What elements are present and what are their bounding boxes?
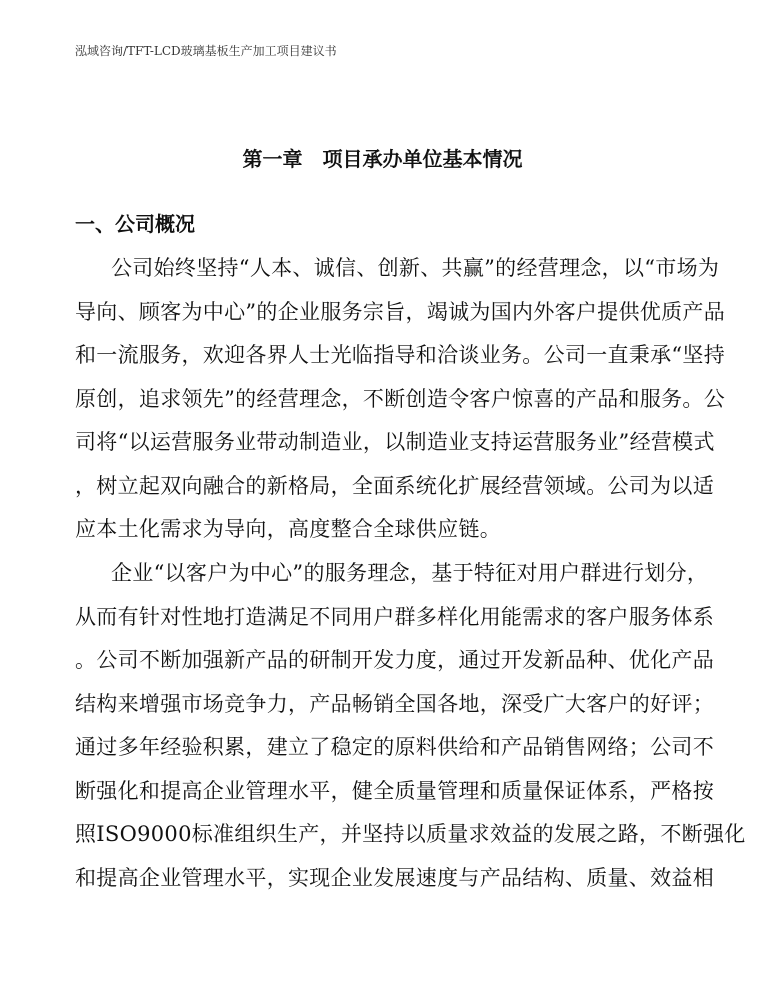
paragraph-line: 企业“以客户为中心”的服务理念，基于特征对用户群进行划分， [111,561,709,585]
paragraph-line: 公司始终坚持“人本、诚信、创新、共赢”的经营理念，以“市场为 [111,256,720,280]
paragraph-line: 司将“以运营服务业带动制造业，以制造业支持运营服务业”经营模式 [75,430,715,454]
section-heading: 一、公司概况 [75,212,195,236]
paragraph-line: 应本土化需求为导向，高度整合全球供应链。 [75,517,501,541]
page-header: 泓域咨询/TFT-LCD玻璃基板生产加工项目建议书 [75,44,337,58]
paragraph-line: 断强化和提高企业管理水平，健全质量管理和质量保证体系，严格按 [75,778,714,803]
paragraph-line: 导向、顾客为中心”的企业服务宗旨，竭诚为国内外客户提供优质产品 [75,299,726,324]
paragraph-line: ，树立起双向融合的新格局，全面系统化扩展经营领域。公司为以适 [75,473,714,498]
chapter-title: 第一章 项目承办单位基本情况 [242,147,523,171]
paragraph-2 [75,552,746,900]
paragraph-line: 。公司不断加强新产品的研制开发力度，通过开发新品种、优化产品 [75,648,714,672]
paragraph-line: 通过多年经验积累，建立了稳定的原料供给和产品销售网络；公司不 [75,735,714,759]
paragraph-line: 和一流服务，欢迎各界人士光临指导和洽谈业务。公司一直秉承“坚持 [75,343,726,367]
paragraph-1 [75,247,726,552]
paragraph-line: 和提高企业管理水平，实现企业发展速度与产品结构、质量、效益相 [75,865,714,890]
paragraph-line: 原创，追求领先”的经营理念，不断创造令客户惊喜的产品和服务。公 [75,386,726,411]
paragraph-line: 从而有针对性地打造满足不同用户群多样化用能需求的客户服务体系 [75,604,714,629]
paragraph-line: 结构来增强市场竞争力，产品畅销全国各地，深受广大客户的好评； [75,691,714,716]
paragraph-line: 照ISO9000标准组织生产，并坚持以质量求效益的发展之路，不断强化 [75,822,746,846]
